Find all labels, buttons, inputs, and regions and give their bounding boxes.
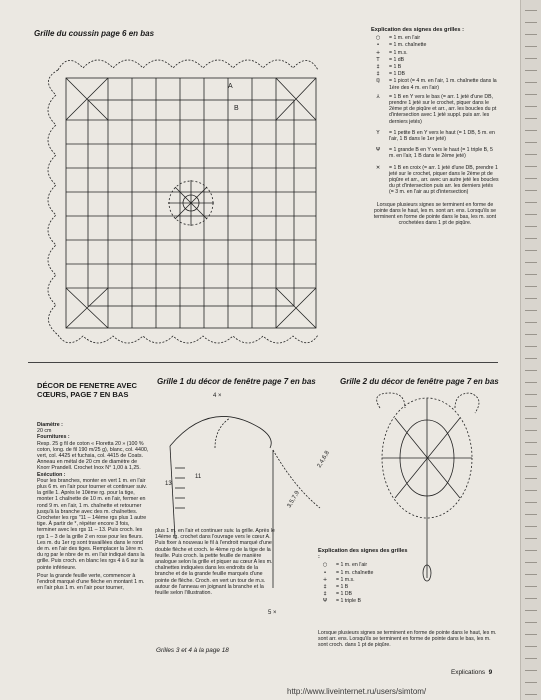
sc-icon: + [322, 576, 328, 583]
spine-tick [525, 682, 537, 683]
spine-tick [525, 58, 537, 59]
grid-cushion-title: Grille du coussin page 6 en bas [34, 29, 155, 38]
spine-tick [525, 550, 537, 551]
spine-tick [525, 154, 537, 155]
spine-tick [525, 454, 537, 455]
spine-tick [525, 466, 537, 467]
spine-tick [525, 526, 537, 527]
legend-item: = 1 m. chaînette [389, 42, 427, 49]
spine-tick [525, 250, 537, 251]
legend-item: = 1 DB [389, 71, 406, 78]
grids-ref: Grilles 3 et 4 à la page 18 [156, 647, 229, 654]
spine-tick [525, 634, 537, 635]
tr-icon: ‡ [323, 591, 327, 598]
spine-tick [525, 106, 537, 107]
row-label-13: 13 [165, 481, 172, 487]
spine-tick [525, 430, 537, 431]
legend-item: = 1 B [389, 64, 402, 71]
page-footer: Explications 9 [451, 669, 493, 676]
spine-tick [525, 262, 537, 263]
legend-item: = 1 m.s. [389, 49, 408, 56]
chain-icon: ○ [375, 35, 381, 42]
spine-tick [525, 406, 537, 407]
spine-tick [525, 178, 537, 179]
spine-tick [525, 334, 537, 335]
spine-tick [525, 478, 537, 479]
binding-spine [520, 0, 541, 700]
legend-item: = 1 picot (= 4 m. en l'air, 1 m. chaînette dans la 1ère des 4 m. en l'air) [389, 78, 497, 91]
legend-item: = 1 grande B en Y vers le haut (= 1 triple B, 5 m. en l'air, 1 B dans le 2ème jeté) [389, 147, 493, 160]
spine-tick [525, 538, 537, 539]
spine-tick [525, 46, 537, 47]
spine-tick [525, 358, 537, 359]
top-legend [371, 27, 499, 226]
spine-tick [525, 646, 537, 647]
dc-icon: ‡ [323, 584, 327, 591]
spine-tick [525, 70, 537, 71]
spine-tick [525, 130, 537, 131]
article-title: DÉCOR DE FENETRE AVEC CŒURS, PAGE 7 EN BAS [37, 381, 137, 399]
spine-tick [525, 118, 537, 119]
spine-tick [525, 346, 537, 347]
article-body: Diamètre : 20 cm Fournitures : Resp. 25 g fil de coton « Floretta 20 » (100 % coton, long. de fil 190 m/25 g), blanc, col. 4400, vert, col. 4425 et fuchsia, col. 4415 de Coats. Anneau en métal de 20 cm de diamètre de Knorr Prandell. Crochet Inox N° 1,00 à 1,25. Exécution : Pour les branches, monter en vert 1 m. en l'air plus 6 m. en l'air pour tourner et continuer suiv. la grille 1. Après le 10ème rg. pour la tige, monter 1 chaînette de 10 m. en l'air, fermer en rond 9 m. en l'air, 1 m. chaînette et retourner jusqu'à la branche avec des m. chaînettes. Crocheter les rgs "11 – 14ème rgs plus 1 autre tige. À partir de *, répéter encore 3 fois, terminer avec les rgs 11 – 13. Puis croch. les rgs 1 – 3 de la grille 2 en rose pour les fleurs. Les m. du 1er rg sont travaillées dans le rond de m. en l'air des tiges. Remplacer la 1ère m. du rg par le nbre de m. en l'air indiqué dans la grille. Puis croch. en blanc les rgs 4 à 6 sur la pointe inférieure. Pour la grande feuille verte, commencer à l'endroit marqué d'une flèche en montant 1 m. en l'air plus 1 m. en l'air pour tourner, [37, 422, 149, 592]
spine-tick [525, 562, 537, 563]
legend-note: Lorsque plusieurs signes se terminent en forme de pointe dans le haut, les m. sont arr. ens. Lorsqu'ils se terminent en forme de pointe dans le bas, les m. sont crochetées dans 1 pt de piqûre. [373, 201, 497, 227]
y-stitch-icon: ⅄ [376, 93, 380, 100]
spine-tick [525, 502, 537, 503]
spine-tick [525, 310, 537, 311]
spine-tick [525, 94, 537, 95]
spine-tick [525, 274, 537, 275]
spine-tick [525, 610, 537, 611]
spine-tick [525, 34, 537, 35]
spine-tick [525, 622, 537, 623]
tr-icon: ‡ [376, 71, 380, 78]
row-labels-2468: 2,4,6,8 [316, 450, 331, 469]
watermark-url: http://www.liveinternet.ru/users/simtom/ [287, 687, 427, 696]
spine-tick [525, 142, 537, 143]
legend-item: = 1 petite B en Y vers le haut (= 1 DB, 5 m. en l'air, 1 B dans le 1er jeté) [389, 129, 495, 143]
grid1-title: Grille 1 du décor de fenêtre page 7 en bas [157, 377, 316, 386]
spine-tick [525, 298, 537, 299]
spine-tick [525, 214, 537, 215]
spine-tick [525, 658, 537, 659]
cross-icon: ✕ [375, 164, 381, 171]
arrow-label-b: B [234, 105, 239, 112]
spine-tick [525, 586, 537, 587]
hdc-icon: T [376, 56, 380, 63]
spine-tick [525, 286, 537, 287]
triple-b-icon: Ψ [322, 598, 328, 605]
spine-tick [525, 190, 537, 191]
row-labels-3579: 3,5,7,9 [286, 490, 301, 509]
legend-item: = 1 B en Y vers le bas (= arr. 1 jeté d'une DB, prendre 1 jeté sur le crochet, piquer dans le 2ème pt de piqûre et arr., arr. les boucles du pt d'intersection avec 1 jeté suppl. puis arr. les derniers jetés) [389, 93, 497, 125]
spine-tick [525, 442, 537, 443]
grid2-title: Grille 2 du décor de fenêtre page 7 en bas [340, 377, 499, 386]
spine-tick [525, 694, 537, 695]
article-body-cont: plus 1 m. en l'air et continuer suiv. la grille. Après le 14ème rg. crochet dans l'ouvrage vers le cœur A. Puis fixer à nouveau le fil à l'endroit marqué d'une double flèche et croch. le 4ème rg de la tige de la feuille. Puis croch. la petite feuille de manière analogue selon la grille et piquer au cœur A les m. chaînettes indiquées dans les endroits de la branche et de la grande feuille marqués d'une pointe de flèche. Croch. en vert un tour de m.s. autour de l'anneau en joignant la branche et la feuille selon l'illustration. [155, 528, 275, 597]
spine-tick [525, 394, 537, 395]
spine-tick [525, 238, 537, 239]
chain-icon: ○ [322, 562, 328, 569]
spine-tick [525, 514, 537, 515]
legend-item: = 1 B en croix (= arr. 1 jeté d'une DB, prendre 1 jeté sur le crochet, piquer dans le 2ème pt de piqûre et arr., arr. avec un autre jeté les boucles du pt d'intersection puis arr. les derniers jetés (= 3 m. en l'air au pt d'intersection) [389, 164, 499, 196]
section-divider [28, 362, 498, 363]
spine-tick [525, 370, 537, 371]
spine-tick [525, 22, 537, 23]
spine-tick [525, 382, 537, 383]
repeat-label-5x: 5 × [268, 610, 277, 616]
spine-tick [525, 670, 537, 671]
spine-tick [525, 322, 537, 323]
spine-tick [525, 166, 537, 167]
slipstitch-icon: • [323, 569, 327, 576]
big-y-icon: Ψ [375, 147, 381, 154]
window-grid1-chart [155, 388, 331, 618]
sc-icon: + [375, 49, 381, 56]
small-y-icon: Y [376, 129, 380, 136]
slipstitch-icon: • [376, 42, 380, 49]
spine-tick [525, 598, 537, 599]
legend-item: = 1 m. en l'air [389, 35, 421, 42]
row-label-11: 11 [195, 474, 202, 480]
spine-tick [525, 10, 537, 11]
spine-tick [525, 202, 537, 203]
spine-tick [525, 82, 537, 83]
arrow-label-a: A [228, 83, 233, 90]
legend-item: = 1 dB [389, 56, 405, 63]
dc-icon: ‡ [376, 64, 380, 71]
picot-icon: ℚ [375, 78, 381, 85]
spine-tick [525, 490, 537, 491]
cushion-crochet-chart [28, 40, 338, 360]
bottom-legend: Explication des signes des grilles : ○ = 1 m. en l'air • = 1 m. chaînette + = 1 m.s. ‡ = 1 B ‡ = 1 DB Ψ = 1 triple B [318, 548, 408, 605]
spine-tick [525, 574, 537, 575]
spine-tick [525, 226, 537, 227]
repeat-label: 4 × [213, 393, 222, 399]
legend-title: Explication des signes des grilles : [371, 27, 464, 33]
bottom-note: Lorsque plusieurs signes se terminent en forme de pointe dans le haut, les m. sont arr. ens. Lorsqu'ils se terminent en forme de pointe dans le bas, les m. sont croch. dans 1 pt de piqûre. [318, 630, 497, 649]
spine-tick [525, 418, 537, 419]
